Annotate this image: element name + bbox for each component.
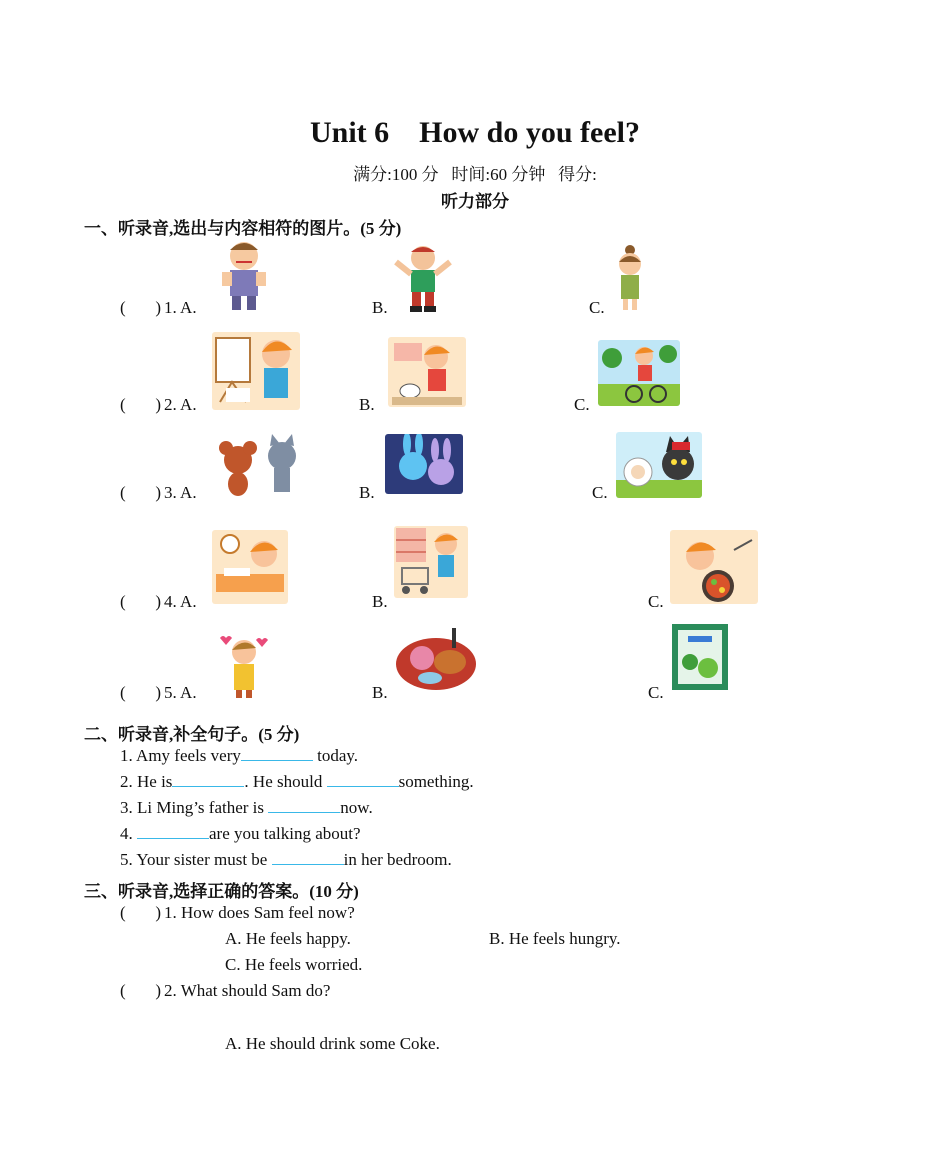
girl-drawing-image bbox=[212, 332, 300, 410]
option-b-label: B. bbox=[372, 683, 388, 702]
sentence-5-part-a: 5. Your sister must be bbox=[120, 850, 272, 869]
sentence-5-part-b: in her bedroom. bbox=[343, 850, 452, 869]
answer-blank[interactable] bbox=[172, 785, 244, 787]
answer-blank[interactable] bbox=[241, 759, 313, 761]
option-c-label: C. bbox=[648, 683, 664, 702]
answer-paren: ( ) bbox=[120, 592, 162, 611]
sentence-2-part-a: 2. He is bbox=[120, 772, 173, 791]
option-b-label: B. bbox=[359, 483, 375, 502]
sentence-2 bbox=[120, 772, 474, 792]
sentence-3-part-a: 3. Li Ming’s father is bbox=[120, 798, 269, 817]
question-1-stem: 1. How does Sam feel now? bbox=[164, 903, 355, 922]
girl-playing-dog-image bbox=[388, 337, 466, 407]
answer-paren: ( ) bbox=[120, 483, 162, 502]
question-2-stem: 2. What should Sam do? bbox=[164, 981, 331, 1000]
girl-shopping-image bbox=[394, 526, 468, 598]
option-c-label: C. bbox=[592, 483, 608, 502]
angry-boy-image bbox=[216, 238, 272, 314]
question-1-option-b[interactable]: B. He feels hungry. bbox=[489, 929, 621, 948]
girl-cycling-image bbox=[598, 340, 680, 406]
book-image bbox=[670, 622, 730, 692]
option-b-label: B. bbox=[372, 592, 388, 611]
option-c-label: C. bbox=[589, 298, 605, 317]
score-info: 满分:100 分 时间:60 分钟 得分: bbox=[353, 165, 597, 184]
sentence-5 bbox=[120, 850, 452, 870]
sentence-1-part-a: 1. Amy feels very bbox=[120, 746, 241, 765]
answer-paren: ( ) bbox=[120, 683, 162, 702]
option-a-label: 5. A. bbox=[164, 683, 197, 702]
question-1-option-a[interactable]: A. He feels happy. bbox=[225, 929, 351, 948]
listening-heading: 听力部分 bbox=[441, 192, 509, 211]
girl-hearts-image bbox=[212, 630, 272, 700]
section1-heading: 一、听录音,选出与内容相符的图片。(5 分) bbox=[84, 219, 402, 238]
girl-at-desk-image bbox=[212, 530, 288, 604]
shy-girl-image bbox=[612, 244, 648, 312]
section3-heading: 三、听录音,选择正确的答案。(10 分) bbox=[84, 882, 359, 901]
option-a-label: 1. A. bbox=[164, 298, 197, 317]
answer-blank[interactable] bbox=[327, 785, 399, 787]
section2-heading: 二、听录音,补全句子。(5 分) bbox=[84, 725, 300, 744]
sentence-1-part-b: today. bbox=[312, 746, 359, 765]
answer-blank[interactable] bbox=[137, 837, 209, 839]
food-plate-image bbox=[394, 624, 478, 694]
rabbits-image bbox=[385, 434, 463, 494]
cat-mouse-image bbox=[212, 434, 308, 500]
girl-cooking-image bbox=[670, 530, 758, 604]
answer-paren: ( ) bbox=[120, 298, 162, 317]
sentence-2-part-c: something. bbox=[398, 772, 474, 791]
answer-blank[interactable] bbox=[268, 811, 340, 813]
answer-paren: ( ) bbox=[120, 395, 162, 414]
option-a-label: 2. A. bbox=[164, 395, 197, 414]
sentence-3-part-b: now. bbox=[340, 798, 373, 817]
page-title: Unit 6 How do you feel? bbox=[310, 116, 640, 149]
scared-boy-image bbox=[394, 242, 452, 314]
option-a-label: 4. A. bbox=[164, 592, 197, 611]
option-c-label: C. bbox=[648, 592, 664, 611]
sentence-3 bbox=[120, 798, 373, 818]
sentence-4-part-b: are you talking about? bbox=[209, 824, 361, 843]
wolf-sheep-image bbox=[616, 432, 702, 498]
answer-paren: ( ) bbox=[120, 981, 162, 1000]
option-a-label: 3. A. bbox=[164, 483, 197, 502]
answer-blank[interactable] bbox=[272, 863, 344, 865]
answer-paren: ( ) bbox=[120, 903, 162, 922]
option-b-label: B. bbox=[372, 298, 388, 317]
sentence-2-part-b: . He should bbox=[244, 772, 327, 791]
sentence-1 bbox=[120, 746, 358, 766]
sentence-4 bbox=[120, 824, 361, 844]
option-b-label: B. bbox=[359, 395, 375, 414]
question-1-option-c[interactable]: C. He feels worried. bbox=[225, 955, 363, 974]
sentence-4-part-a: 4. bbox=[120, 824, 137, 843]
question-2-option-a[interactable]: A. He should drink some Coke. bbox=[225, 1034, 440, 1053]
option-c-label: C. bbox=[574, 395, 590, 414]
